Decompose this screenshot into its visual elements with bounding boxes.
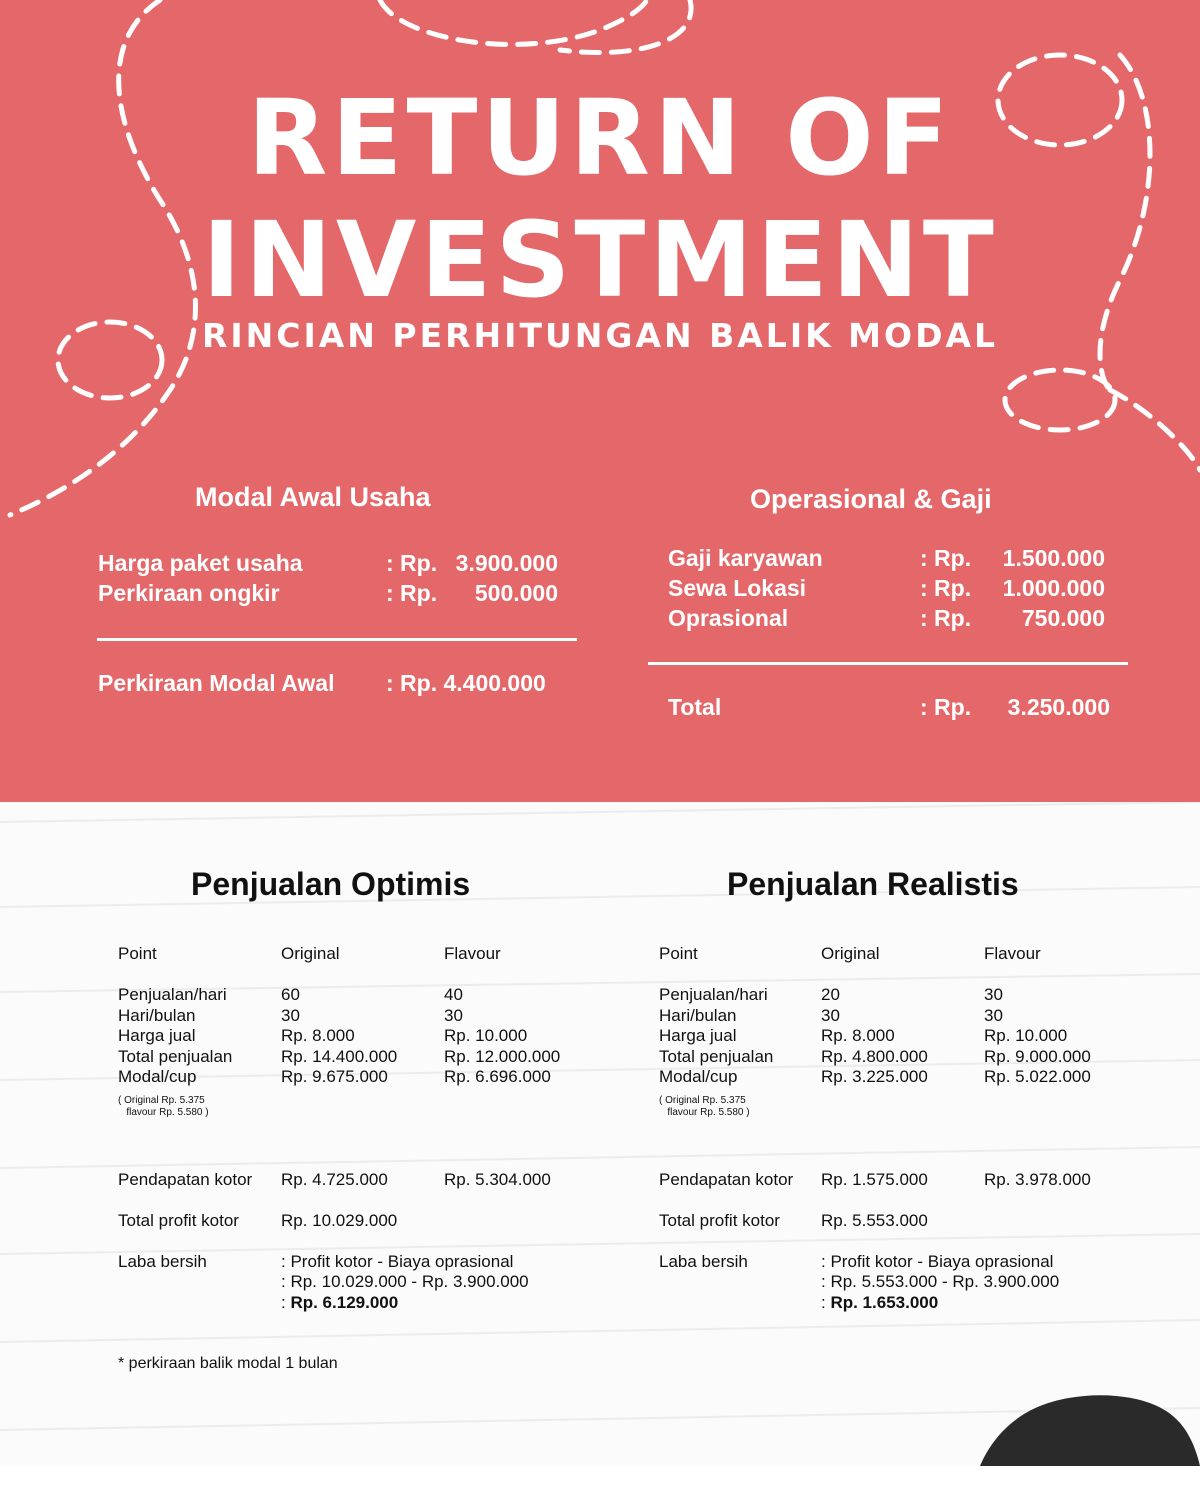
realistis-total-profit-value: Rp. 5.553.000 [821, 1211, 928, 1230]
operasional-row-amount: 750.000 [1021, 605, 1105, 631]
realistis-row-label: Harga jual [659, 1026, 737, 1045]
optimis-header-point: Point [118, 944, 157, 963]
optimis-laba-calc: : Rp. 10.029.000 - Rp. 3.900.000 [281, 1272, 529, 1291]
optimis-row-flavour: Rp. 12.000.000 [444, 1047, 561, 1066]
page-title-line1: RETURN OF [247, 77, 953, 199]
optimis-modal-note: ( Original Rp. 5.375 flavour Rp. 5.580 ) [118, 1095, 209, 1118]
modal-total-value: : Rp. 4.400.000 [386, 670, 546, 696]
optimis-row-original: 60 [281, 985, 300, 1004]
operasional-row-prefix: : Rp. [920, 545, 972, 571]
optimis-row-label: Harga jual [118, 1026, 196, 1045]
realistis-laba-result [821, 1293, 938, 1313]
realistis-row-flavour: Rp. 9.000.000 [984, 1047, 1091, 1066]
realistis-row-label: Total penjualan [659, 1047, 774, 1066]
laba-prefix: : [821, 1293, 831, 1312]
operasional-row-label: Sewa Lokasi [668, 575, 807, 601]
realistis-row-label: Hari/bulan [659, 1006, 737, 1025]
modal-total-row [98, 668, 578, 698]
page-subtitle: RINCIAN PERHITUNGAN BALIK MODAL [201, 316, 999, 355]
dark-blob-decoration [980, 1390, 1200, 1510]
optimis-row-flavour: Rp. 10.000 [444, 1026, 528, 1045]
realistis-row-original: Rp. 3.225.000 [821, 1067, 928, 1086]
optimis-row-original: Rp. 9.675.000 [281, 1067, 388, 1086]
realistis-row-flavour: Rp. 10.000 [984, 1026, 1068, 1045]
realistis-row-original: 20 [821, 985, 840, 1004]
optimis-header-flavour: Flavour [444, 944, 501, 963]
realistis-row-label: Penjualan/hari [659, 985, 768, 1004]
optimis-header-original: Original [281, 944, 340, 963]
optimis-pendapatan-label: Pendapatan kotor [118, 1170, 253, 1189]
realistis-laba-formula: : Profit kotor - Biaya oprasional [821, 1252, 1054, 1271]
operasional-row-label: Oprasional [668, 605, 789, 631]
footnote: * perkiraan balik modal 1 bulan [118, 1355, 338, 1372]
realistis-header-point: Point [659, 944, 698, 963]
optimis-title: Penjualan Optimis [191, 866, 471, 902]
modal-row-prefix: : Rp. [386, 580, 438, 606]
operasional-total-row [668, 692, 1110, 722]
modal-row-amount: 500.000 [474, 580, 558, 606]
realistis-pendapatan-flavour: Rp. 3.978.000 [984, 1170, 1091, 1189]
operasional-heading: Operasional & Gaji [750, 484, 992, 514]
laba-prefix: : [281, 1293, 291, 1312]
optimis-pendapatan-flavour: Rp. 5.304.000 [444, 1170, 551, 1189]
realistis-row-flavour: Rp. 5.022.000 [984, 1067, 1091, 1086]
optimis-row-flavour: 40 [444, 985, 463, 1004]
sales-section [0, 802, 1200, 1466]
optimis-row-original: 30 [281, 1006, 300, 1025]
optimis-laba-result [281, 1293, 398, 1313]
optimis-row-original: Rp. 8.000 [281, 1026, 355, 1045]
realistis-title: Penjualan Realistis [727, 866, 1019, 902]
modal-row-amount: 3.900.000 [455, 550, 558, 576]
modal-row-prefix: : Rp. [386, 550, 438, 576]
realistis-laba-calc: : Rp. 5.553.000 - Rp. 3.900.000 [821, 1272, 1060, 1291]
divider [97, 638, 577, 641]
page-title-line2: INVESTMENT [202, 199, 998, 321]
optimis-row-label: Penjualan/hari [118, 985, 227, 1004]
realistis-pendapatan-label: Pendapatan kotor [659, 1170, 794, 1189]
realistis-row-original: 30 [821, 1006, 840, 1025]
optimis-laba-label: Laba bersih [118, 1252, 207, 1271]
modal-row-label: Perkiraan ongkir [98, 580, 280, 606]
optimis-row-label: Modal/cup [118, 1067, 197, 1086]
modal-awal-heading: Modal Awal Usaha [195, 482, 431, 512]
divider [648, 662, 1128, 665]
optimis-total-profit-value: Rp. 10.029.000 [281, 1211, 398, 1230]
optimis-pendapatan-original: Rp. 4.725.000 [281, 1170, 388, 1189]
operasional-row [668, 573, 1108, 603]
optimis-row-flavour: 30 [444, 1006, 463, 1025]
operasional-total-amount: 3.250.000 [1007, 694, 1110, 720]
realistis-modal-note: ( Original Rp. 5.375 flavour Rp. 5.580 ) [659, 1095, 750, 1118]
realistis-header-flavour: Flavour [984, 944, 1041, 963]
realistis-row-label: Modal/cup [659, 1067, 738, 1086]
optimis-total-profit-label: Total profit kotor [118, 1211, 239, 1230]
modal-total-label: Perkiraan Modal Awal [98, 670, 335, 696]
optimis-row-label: Hari/bulan [118, 1006, 196, 1025]
operasional-total-label: Total [668, 694, 722, 720]
operasional-row-amount: 1.000.000 [1002, 575, 1105, 601]
modal-row [98, 578, 568, 608]
operasional-row-prefix: : Rp. [920, 605, 972, 631]
operasional-row-amount: 1.500.000 [1002, 545, 1105, 571]
laba-final-value: Rp. 1.653.000 [830, 1293, 939, 1312]
operasional-row [668, 543, 1108, 573]
operasional-row-prefix: : Rp. [920, 575, 972, 601]
operasional-row-label: Gaji karyawan [668, 545, 823, 571]
realistis-total-profit-label: Total profit kotor [659, 1211, 780, 1230]
optimis-row-label: Total penjualan [118, 1047, 233, 1066]
realistis-row-original: Rp. 4.800.000 [821, 1047, 928, 1066]
optimis-row-flavour: Rp. 6.696.000 [444, 1067, 551, 1086]
realistis-row-original: Rp. 8.000 [821, 1026, 895, 1045]
realistis-pendapatan-original: Rp. 1.575.000 [821, 1170, 928, 1189]
realistis-header-original: Original [821, 944, 880, 963]
realistis-row-flavour: 30 [984, 985, 1003, 1004]
optimis-row-original: Rp. 14.400.000 [281, 1047, 398, 1066]
operasional-row [668, 603, 1108, 633]
realistis-row-flavour: 30 [984, 1006, 1003, 1025]
modal-row [98, 548, 568, 578]
operasional-total-prefix: : Rp. [920, 694, 972, 720]
optimis-laba-formula: : Profit kotor - Biaya oprasional [281, 1252, 514, 1271]
realistis-laba-label: Laba bersih [659, 1252, 748, 1271]
modal-row-label: Harga paket usaha [98, 550, 303, 576]
laba-final-value: Rp. 6.129.000 [290, 1293, 399, 1312]
